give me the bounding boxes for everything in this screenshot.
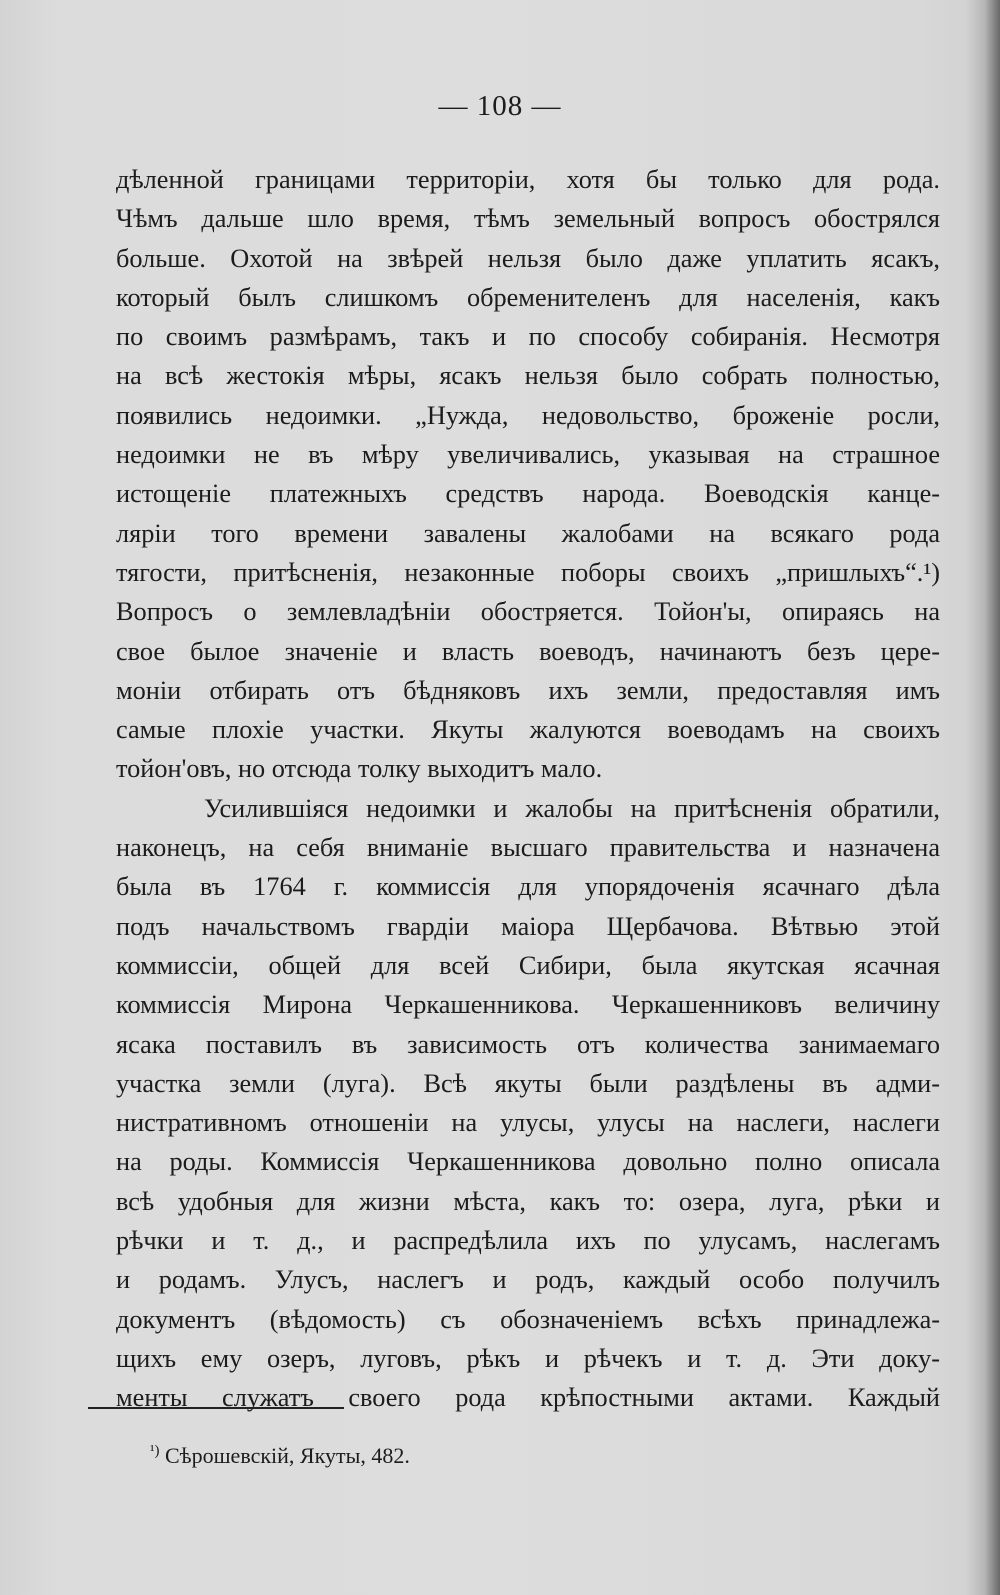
page-binding-shadow xyxy=(966,0,1000,1595)
text-line: щихъ ему озеръ, луговъ, рѣкъ и рѣчекъ и т. д. Эти доку- xyxy=(116,1343,940,1373)
text-line: больше. Охотой на звѣрей нельзя было даже уплатить ясакъ, xyxy=(116,243,940,273)
text-line: тягости, притѣсненія, незаконные поборы своихъ „пришлыхъ“.¹) xyxy=(116,557,940,587)
text-line: всѣ удобныя для жизни мѣста, какъ то: озера, луга, рѣки и xyxy=(116,1186,940,1216)
text-line: нистративномъ отношеніи на улусы, улусы на наслеги, наслеги xyxy=(116,1108,940,1138)
text-line: участка земли (луга). Всѣ якуты были раздѣлены въ адми- xyxy=(116,1068,940,1098)
footnote-text: Сѣрошевскій, Якуты, 482. xyxy=(165,1443,410,1468)
text-line: и родамъ. Улусъ, наслегъ и родъ, каждый особо получилъ xyxy=(116,1265,940,1295)
paragraph-first-line: Усилившіяся недоимки и жалобы на притѣсненія обратили, xyxy=(204,793,940,823)
text-line: документъ (вѣдомость) съ обозначеніемъ всѣхъ принадлежа- xyxy=(116,1304,940,1334)
text-line: менты служатъ своего рода крѣпостными актами. Каждый xyxy=(116,1383,940,1413)
text-line: на всѣ жестокія мѣры, ясакъ нельзя было собрать полностью, xyxy=(116,361,940,391)
body-text xyxy=(116,160,940,1418)
text-line: который былъ слишкомъ обременителенъ для населенія, какъ xyxy=(116,282,940,312)
text-line: ляріи того времени завалены жалобами на всякаго рода xyxy=(116,518,940,548)
text-line: ясака поставилъ въ зависимость отъ количества занимаемаго xyxy=(116,1029,940,1059)
text-line: дѣленной границами территоріи, хотя бы только для рода. xyxy=(116,165,940,194)
text-line: подъ начальствомъ гвардіи маіора Щербачова. Вѣтвью этой xyxy=(116,911,940,941)
text-line: самые плохіе участки. Якуты жалуются воеводамъ на своихъ xyxy=(116,715,940,745)
text-line: Чѣмъ дальше шло время, тѣмъ земельный вопросъ обострялся xyxy=(116,204,940,234)
paragraph-last-line: тойон'овъ, но отсюда толку выходитъ мало. xyxy=(116,754,603,784)
footnote-marker: ¹) xyxy=(150,1443,160,1459)
text-line: на роды. Коммиссія Черкашенникова довольно полно описала xyxy=(116,1147,940,1177)
footnote xyxy=(150,1443,410,1469)
text-line: коммиссіи, общей для всей Сибири, была якутская ясачная xyxy=(116,950,940,980)
text-line: недоимки не въ мѣру увеличивались, указывая на страшное xyxy=(116,440,940,470)
text-line: моніи отбирать отъ бѣдняковъ ихъ земли, предоставляя имъ xyxy=(116,675,940,705)
text-line: коммиссія Мирона Черкашенникова. Черкашенниковъ величину xyxy=(116,990,940,1020)
text-line: рѣчки и т. д., и распредѣлила ихъ по улусамъ, наслегамъ xyxy=(116,1226,940,1256)
text-line: была въ 1764 г. коммиссія для упорядоченія ясачнаго дѣла xyxy=(116,872,940,902)
page-number: — 108 — xyxy=(438,90,562,122)
text-line: свое былое значеніе и власть воеводъ, начинаютъ безъ цере- xyxy=(116,636,940,666)
text-line: истощеніе платежныхъ средствъ народа. Воеводскія канце- xyxy=(116,479,940,509)
text-line: наконецъ, на себя вниманіе высшаго правительства и назначена xyxy=(116,833,940,863)
text-line: Вопросъ о землевладѣніи обостряется. Тойон'ы, опираясь на xyxy=(116,597,940,627)
text-line: по своимъ размѣрамъ, такъ и по способу собиранія. Несмотря xyxy=(116,322,940,352)
text-line: появились недоимки. „Нужда, недовольство, броженіе росли, xyxy=(116,400,940,430)
footnote-divider xyxy=(88,1407,344,1409)
